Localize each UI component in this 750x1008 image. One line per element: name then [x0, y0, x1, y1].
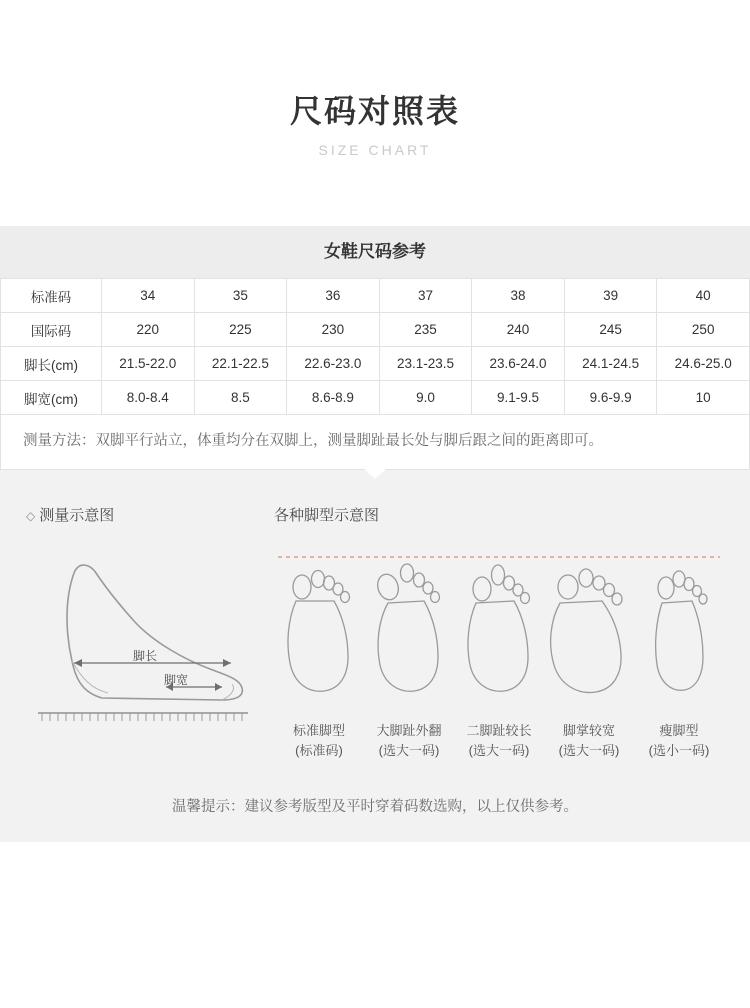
- table-cell: 250: [657, 313, 750, 347]
- table-cell: 240: [472, 313, 565, 347]
- size-table-section: [0, 226, 750, 470]
- page-header: [0, 0, 750, 158]
- table-cell: 22.1-22.5: [194, 347, 287, 381]
- table-cell: 8.0-8.4: [102, 381, 195, 415]
- foot-type-item: [274, 721, 364, 761]
- table-cell: 8.6-8.9: [287, 381, 380, 415]
- table-caption: 女鞋尺码参考: [0, 226, 750, 278]
- table-cell: 34: [102, 279, 195, 313]
- foot-type-item: [364, 721, 454, 761]
- foot-type-item: [634, 721, 724, 761]
- foot-type-labels: [274, 721, 724, 761]
- measure-diagram-title-label: 测量示意图: [39, 507, 115, 525]
- foot-type-advice: (选大一码): [378, 743, 440, 759]
- foot-type-name: 瘦脚型: [659, 723, 699, 739]
- page-subtitle: SIZE CHART: [318, 142, 432, 159]
- table-cell: 10: [657, 381, 750, 415]
- row-label: 脚宽(cm): [1, 381, 102, 415]
- foot-type-name: 脚掌较宽: [562, 723, 615, 739]
- table-row: [1, 313, 750, 347]
- measure-diagram-title: [26, 504, 260, 525]
- foot-types-illustration: [274, 543, 724, 715]
- panel-arrow: [364, 469, 386, 479]
- table-cell: 38: [472, 279, 565, 313]
- table-cell: 9.0: [379, 381, 472, 415]
- size-table: [0, 278, 750, 415]
- table-row: [1, 279, 750, 313]
- table-cell: 24.1-24.5: [564, 347, 657, 381]
- table-cell: 230: [287, 313, 380, 347]
- foot-types-title: 各种脚型示意图: [274, 507, 380, 525]
- table-cell: 23.6-24.0: [472, 347, 565, 381]
- illustration-panel: [0, 470, 750, 842]
- row-label: 国际码: [1, 313, 102, 347]
- foot-type-advice: (选小一码): [648, 743, 710, 759]
- table-cell: 9.6-9.9: [564, 381, 657, 415]
- table-row: [1, 347, 750, 381]
- length-label: 脚长: [132, 649, 158, 664]
- foot-type-item: [544, 721, 634, 761]
- table-cell: 40: [657, 279, 750, 313]
- table-cell: 235: [379, 313, 472, 347]
- foot-side-measure-illustration: [26, 543, 256, 743]
- table-cell: 225: [194, 313, 287, 347]
- table-cell: 8.5: [194, 381, 287, 415]
- foot-type-item: [454, 721, 544, 761]
- table-cell: 9.1-9.5: [472, 381, 565, 415]
- foot-type-advice: (标准码): [295, 743, 343, 759]
- foot-type-name: 标准脚型: [292, 723, 345, 739]
- page-title: 尺码对照表: [289, 93, 460, 129]
- measure-diagram-block: [26, 504, 260, 761]
- table-row: [1, 381, 750, 415]
- table-cell: 36: [287, 279, 380, 313]
- table-cell: 37: [379, 279, 472, 313]
- table-cell: 245: [564, 313, 657, 347]
- width-label: 脚宽: [163, 673, 189, 688]
- diamond-icon: ◇: [26, 509, 36, 524]
- footer-tip: 温馨提示：建议参考版型及平时穿着码数选购，以上仅供参考。: [172, 799, 578, 816]
- foot-type-advice: (选大一码): [558, 743, 620, 759]
- foot-type-advice: (选大一码): [468, 743, 530, 759]
- table-cell: 220: [102, 313, 195, 347]
- row-label: 脚长(cm): [1, 347, 102, 381]
- table-cell: 39: [564, 279, 657, 313]
- table-cell: 24.6-25.0: [657, 347, 750, 381]
- table-cell: 22.6-23.0: [287, 347, 380, 381]
- row-label: 标准码: [1, 279, 102, 313]
- foot-types-block: [260, 504, 724, 761]
- foot-type-name: 二脚趾较长: [466, 723, 532, 739]
- foot-type-name: 大脚趾外翻: [376, 723, 442, 739]
- table-cell: 21.5-22.0: [102, 347, 195, 381]
- table-cell: 35: [194, 279, 287, 313]
- table-cell: 23.1-23.5: [379, 347, 472, 381]
- measure-method-note: 测量方法：双脚平行站立，体重均分在双脚上，测量脚趾最长处与脚后跟之间的距离即可。: [0, 415, 750, 470]
